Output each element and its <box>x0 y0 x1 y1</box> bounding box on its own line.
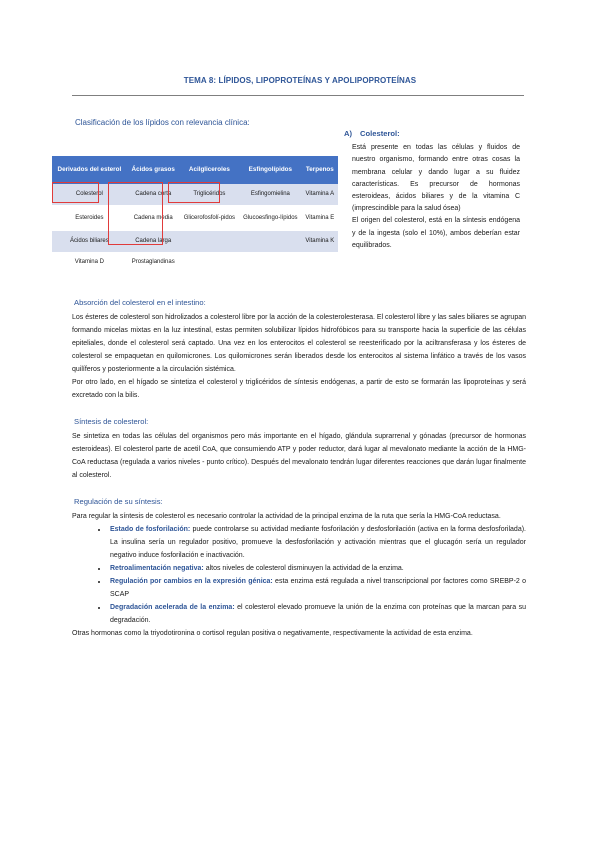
list-item-text: altos niveles de colesterol disminuyen la actividad de la enzima. <box>203 565 404 572</box>
table-cell: Vitamina K <box>302 231 338 252</box>
list-item-term: Degradación acelerada de la enzima: <box>110 604 235 611</box>
table-cell: Cadena corta <box>127 184 180 205</box>
list-item-term: Estado de fosforilación: <box>110 526 191 533</box>
sintesis-section <box>72 415 526 482</box>
section-label: A) <box>344 129 353 138</box>
column-header: Ácidos grasos <box>127 156 180 184</box>
table-cell: Glucoesfingo-lípidos <box>243 214 298 221</box>
table-cell <box>180 252 239 273</box>
list-item-text: el colesterol elevado promueve la unión de la enzima con proteínas que la marcan para su degradación. <box>110 604 526 624</box>
table-cell: Cadena larga <box>127 231 180 252</box>
table-cell: Ácidos biliares <box>52 231 127 252</box>
classification-heading: Clasificación de los lípidos con relevancia clínica: <box>75 118 250 127</box>
column-header: Terpenos <box>302 156 338 184</box>
table-header-row <box>52 156 338 184</box>
table-row <box>52 252 338 273</box>
absorcion-heading: Absorción del colesterol en el intestino: <box>74 298 206 307</box>
list-item <box>108 601 526 627</box>
colesterol-paragraph: Está presente en todas las células y fluidos de nuestro organismo, formando entre otras cosas la membrana celular y dando lugar a su fluidez características. Es precursor de hormonas esteroideas, ácidos biliares y de la vitamina C (imprescindible para la salud ósea) <box>352 144 520 213</box>
list-item-term: Regulación por cambios en la expresión génica: <box>110 578 273 585</box>
lipid-classification-table <box>52 156 338 273</box>
colesterol-origin-paragraph: El origen del colesterol, está en la síntesis endógena y de la ingesta (solo el 10%), ambos deberían estar equilibrados. <box>352 217 520 249</box>
page-title: TEMA 8: LÍPIDOS, LIPOPROTEÍNAS Y APOLIPOPROTEÍNAS <box>183 76 417 85</box>
sintesis-paragraph: Se sintetiza en todas las células del organismos pero más importante en el hígado, glándula suprarrenal y gónadas (precursor de hormonas esteroideas). El colesterol parte de acetil CoA, que consumiendo ATP y poder reductor, dará lugar al mevalonato mediante la acción de la HMG-CoA reductasa (regulada a varios niveles - punto crítico). Después del mevalonato tendrán lugar diferentes reacciones que darán lugar finalmente al colesterol. <box>72 433 526 479</box>
regulacion-heading: Regulación de su síntesis: <box>74 497 163 506</box>
colesterol-heading <box>344 128 520 140</box>
table-cell: Cadena media <box>133 214 173 221</box>
table-cell: Esfingomielina <box>239 184 302 205</box>
title-divider <box>72 95 524 96</box>
list-item-text: puede controlarse su actividad mediante fosforilación y desfosforilación (activa en la forma desfosforilada). La insulina sería un regulador positivo, promueve la desfosforilación y activación mientras que el glucagón sería un regulador negativo induce fosforilación e inactivación. <box>110 526 526 559</box>
list-item-text: esta enzima está regulada a nivel transcripcional por factores como SREBP-2 o SCAP <box>110 578 526 598</box>
column-header: Derivados del esterol <box>52 156 127 184</box>
column-header: Acilgliceroles <box>180 156 239 184</box>
list-item <box>108 523 526 562</box>
table-row <box>52 231 338 252</box>
table-cell <box>302 252 338 273</box>
table-cell: Esteroides <box>75 214 104 221</box>
regulacion-section <box>72 495 526 640</box>
table-cell: Glicerofosfolí-pidos <box>183 214 236 221</box>
main-content <box>72 296 526 640</box>
absorcion-liver-paragraph: Por otro lado, en el hígado se sintetiza el colesterol y triglicéridos de síntesis endógenas, a partir de esto se formarán las lipoproteínas y será excretado con la bilis. <box>72 379 526 399</box>
absorcion-section <box>72 296 526 402</box>
list-item <box>108 575 526 601</box>
sintesis-heading: Síntesis de colesterol: <box>74 417 149 426</box>
table-cell: Vitamina A <box>302 184 338 205</box>
table-cell: Prostaglandinas <box>131 259 175 266</box>
regulacion-intro: Para regular la síntesis de colesterol es necesario controlar la actividad de la principal enzima de la ruta que sería la HMG-CoA reductasa. <box>72 513 501 520</box>
list-item-term: Retroalimentación negativa: <box>110 565 204 572</box>
table-cell: Vitamina D <box>74 259 104 266</box>
table-cell <box>239 231 302 252</box>
table-row <box>52 205 338 231</box>
table-cell: Vitamina E <box>305 214 335 221</box>
regulacion-list <box>72 523 526 627</box>
table-cell: Colesterol <box>52 184 127 205</box>
table-cell <box>239 252 302 273</box>
table-row <box>52 184 338 205</box>
table-cell: Triglicéridos <box>180 184 239 205</box>
list-item <box>108 562 526 575</box>
colesterol-section <box>344 128 520 252</box>
table-cell <box>180 231 239 252</box>
column-header: Esfingolípidos <box>239 156 302 184</box>
section-title: Colesterol: <box>360 129 400 138</box>
regulacion-closing: Otras hormonas como la triyodotironina o cortisol regulan positiva o negativamente, respectivamente la actividad de esta enzima. <box>72 630 473 637</box>
absorcion-paragraph: Los ésteres de colesterol son hidrolizados a colesterol libre por la acción de la colesterolesterasa. El colesterol libre y las sales biliares se agrupan formando micelas mixtas en la luz intestinal, estas permiten solubilizar lípidos hidrofóbicos para su transporte hacia la superficie de las células epiteliales, donde el colesterol será captado. Una vez en los enterocitos el colesterol se reesterificado por la aciltransferasa y los ésteres de colesterol se empaquetan en quilomicrones. Los quilomicrones serán liberados desde los enterocitos al sistema linfático a través de los vasos quilíferos y posteriormente a la circulación sistémica. <box>72 314 526 373</box>
